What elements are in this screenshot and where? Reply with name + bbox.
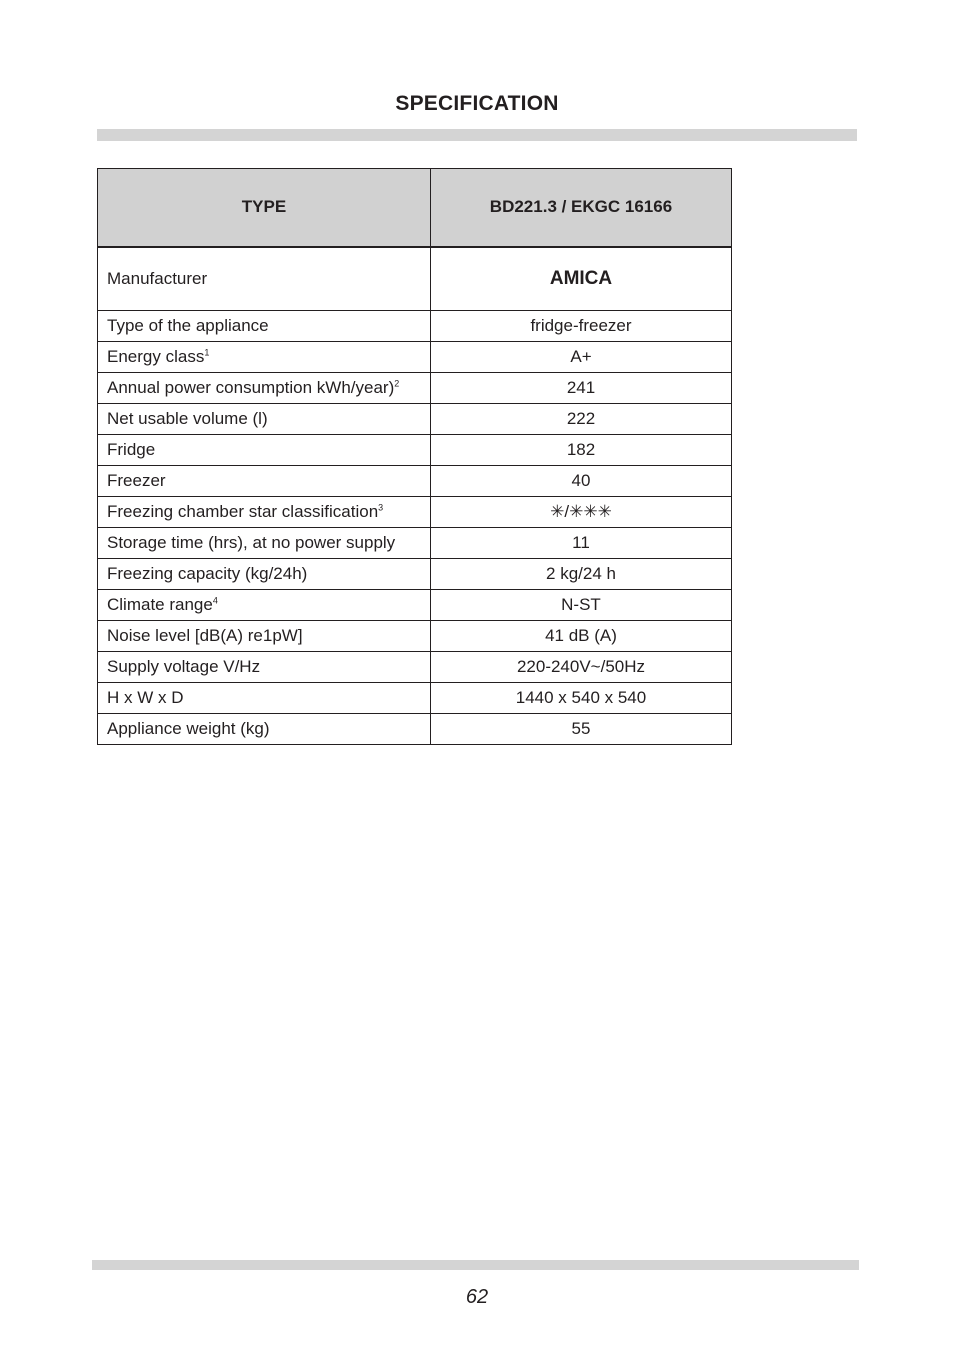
table-row xyxy=(98,311,732,342)
table-row xyxy=(98,528,732,559)
table-row xyxy=(98,435,732,466)
row-label: Fridge xyxy=(98,435,431,466)
row-label: Appliance weight (kg) xyxy=(98,714,431,745)
page-title: SPECIFICATION xyxy=(395,92,559,115)
table-row xyxy=(98,683,732,714)
row-value: 241 xyxy=(431,373,732,404)
row-value: fridge-freezer xyxy=(431,311,732,342)
page-number: 62 xyxy=(465,1286,489,1308)
top-divider xyxy=(97,129,857,141)
column-header-type: TYPE xyxy=(98,169,431,247)
row-value: 40 xyxy=(431,466,732,497)
row-label: Noise level [dB(A) re1pW] xyxy=(98,621,431,652)
row-value: 182 xyxy=(431,435,732,466)
row-value: 55 xyxy=(431,714,732,745)
row-label: Manufacturer xyxy=(98,247,431,311)
row-label: Freezing chamber star classification$^3$ xyxy=(98,497,431,528)
table-row xyxy=(98,404,732,435)
row-value: N-ST xyxy=(431,590,732,621)
table-row xyxy=(98,590,732,621)
row-label: Freezer xyxy=(98,466,431,497)
table-header-row xyxy=(98,169,732,247)
table-row xyxy=(98,466,732,497)
star-rating-value: ✳/✳✳✳ xyxy=(431,497,732,528)
column-header-model: BD221.3 / EKGC 16166 xyxy=(431,169,732,247)
table-row xyxy=(98,621,732,652)
table-row xyxy=(98,559,732,590)
table-row xyxy=(98,652,732,683)
row-label: Supply voltage V/Hz xyxy=(98,652,431,683)
table-row xyxy=(98,373,732,404)
row-value: AMICA xyxy=(431,247,732,311)
row-value: 1440 x 540 x 540 xyxy=(431,683,732,714)
row-value: 11 xyxy=(431,528,732,559)
bottom-divider xyxy=(92,1260,859,1270)
row-label: Net usable volume (l) xyxy=(98,404,431,435)
row-value: 220-240V~/50Hz xyxy=(431,652,732,683)
row-value: A+ xyxy=(431,342,732,373)
table-row xyxy=(98,714,732,745)
table-row xyxy=(98,342,732,373)
table-row xyxy=(98,247,732,311)
row-value: 2 kg/24 h xyxy=(431,559,732,590)
row-label: Annual power consumption kWh/year)$^2$ xyxy=(98,373,431,404)
row-value: 41 dB (A) xyxy=(431,621,732,652)
row-label: Storage time (hrs), at no power supply xyxy=(98,528,431,559)
row-value: 222 xyxy=(431,404,732,435)
table-row xyxy=(98,497,732,528)
specification-table xyxy=(97,168,732,745)
row-label: Freezing capacity (kg/24h) xyxy=(98,559,431,590)
row-label: Energy class$^1$ xyxy=(98,342,431,373)
row-label: Climate range$^4$ xyxy=(98,590,431,621)
row-label: H x W x D xyxy=(98,683,431,714)
row-label: Type of the appliance xyxy=(98,311,431,342)
